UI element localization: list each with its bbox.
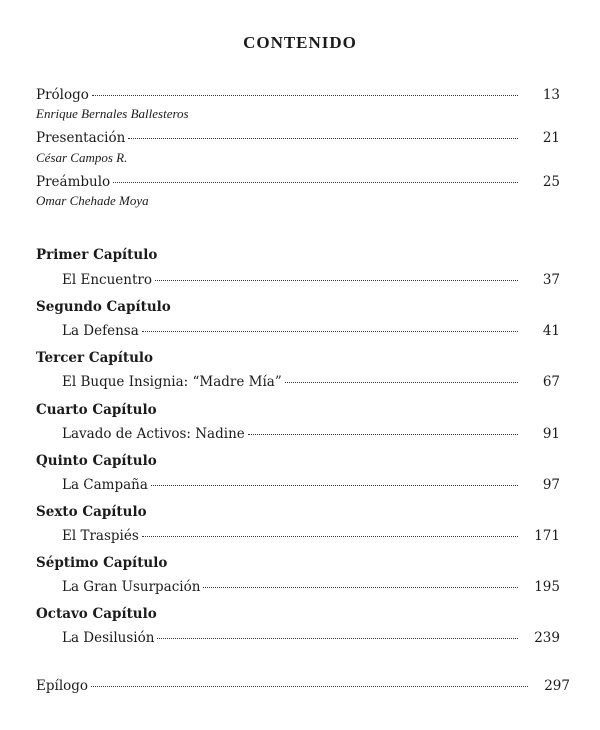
toc-entry-chapter-5 (62, 476, 560, 494)
dot-leader (155, 280, 518, 281)
chapter-heading-6: Sexto Capítulo (36, 504, 147, 520)
entry-label: La Defensa (62, 323, 139, 339)
entry-label: El Buque Insignia: “Madre Mía” (62, 374, 282, 390)
page-title: CONTENIDO (243, 33, 357, 52)
entry-page-number: 91 (542, 426, 560, 442)
entry-page-number: 67 (542, 374, 560, 390)
toc-entry-chapter-2 (62, 322, 560, 340)
dot-leader (157, 638, 518, 639)
entry-page-number: 297 (544, 678, 570, 694)
toc-entry-presentacion (36, 129, 560, 147)
entry-label: El Encuentro (62, 272, 152, 288)
entry-label: Lavado de Activos: Nadine (62, 426, 245, 442)
chapter-heading-4: Cuarto Capítulo (36, 402, 157, 418)
entry-label: Presentación (36, 130, 126, 146)
entry-page-number: 97 (542, 477, 560, 493)
toc-entry-preambulo (36, 173, 560, 191)
entry-label: Epílogo (36, 678, 89, 694)
chapter-heading-2: Segundo Capítulo (36, 299, 171, 315)
toc-entry-chapter-8 (62, 629, 560, 647)
toc-entry-chapter-1 (62, 271, 560, 289)
toc-entry-chapter-3 (62, 373, 560, 391)
entry-page-number: 239 (534, 630, 560, 646)
dot-leader (151, 485, 518, 486)
toc-entry-prologo (36, 86, 560, 104)
entry-label: Prólogo (36, 87, 89, 103)
entry-author: Omar Chehade Moya (36, 193, 149, 208)
entry-label: La Desilusión (62, 630, 155, 646)
toc-entry-epilogo (36, 677, 570, 695)
entry-author: César Campos R. (36, 150, 128, 165)
dot-leader (248, 434, 518, 435)
entry-label: Preámbulo (36, 174, 111, 190)
entry-page-number: 41 (542, 323, 560, 339)
dot-leader (285, 382, 518, 383)
entry-label: El Traspiés (62, 528, 139, 544)
dot-leader (203, 587, 518, 588)
toc-entry-chapter-7 (62, 578, 560, 596)
dot-leader (92, 95, 518, 96)
dot-leader (91, 686, 528, 687)
chapter-heading-1: Primer Capítulo (36, 247, 158, 263)
toc-entry-chapter-6 (62, 527, 560, 545)
dot-leader (128, 138, 518, 139)
entry-page-number: 171 (534, 528, 560, 544)
entry-page-number: 37 (542, 272, 560, 288)
entry-page-number: 13 (542, 87, 560, 103)
dot-leader (142, 331, 518, 332)
chapter-heading-8: Octavo Capítulo (36, 606, 157, 622)
chapter-heading-7: Séptimo Capítulo (36, 555, 168, 571)
dot-leader (142, 536, 518, 537)
entry-label: La Campaña (62, 477, 148, 493)
dot-leader (113, 182, 518, 183)
chapter-heading-3: Tercer Capítulo (36, 350, 154, 366)
entry-label: La Gran Usurpación (62, 579, 201, 595)
entry-page-number: 195 (534, 579, 560, 595)
toc-entry-chapter-4 (62, 425, 560, 443)
entry-page-number: 25 (542, 174, 560, 190)
entry-page-number: 21 (542, 130, 560, 146)
entry-author: Enrique Bernales Ballesteros (36, 106, 189, 121)
chapter-heading-5: Quinto Capítulo (36, 453, 157, 469)
